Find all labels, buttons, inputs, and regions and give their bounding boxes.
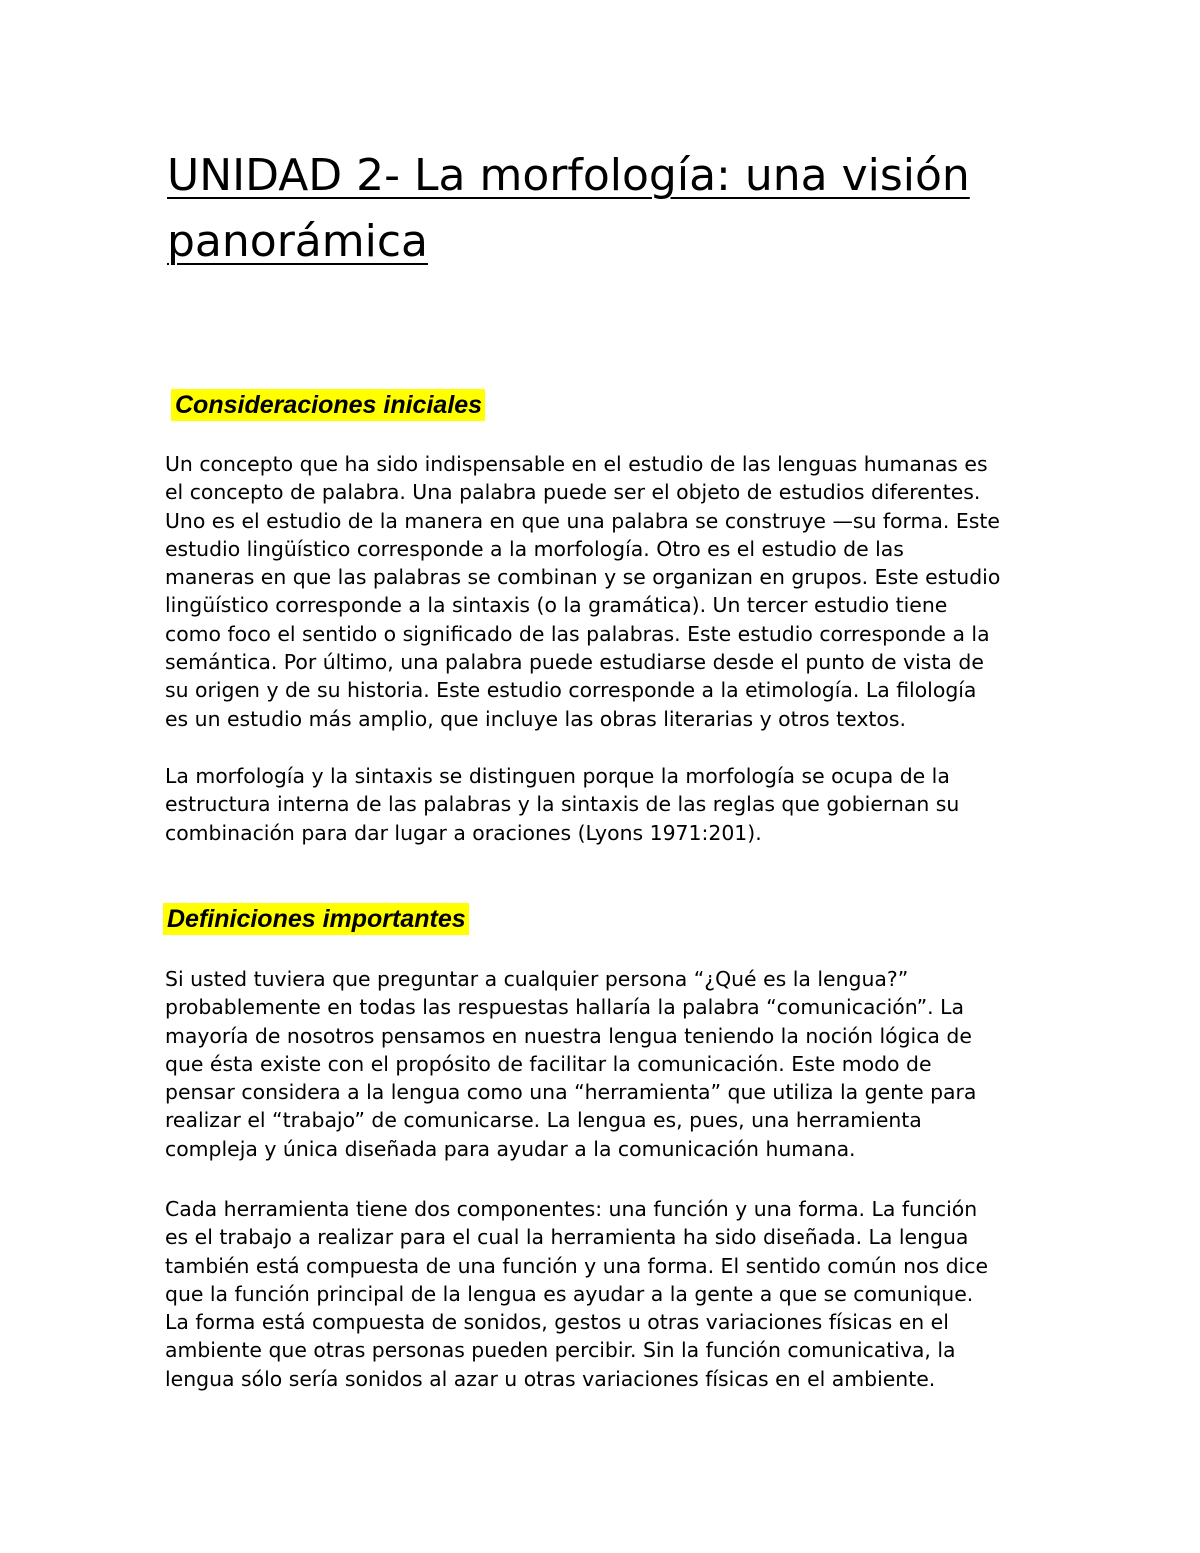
text-line: lengua sólo sería sonidos al azar u otras variaciones físicas en el ambiente. [165, 1366, 936, 1391]
paragraph-que-es-la-lengua [165, 965, 1045, 1163]
text-line: Si usted tuviera que preguntar a cualquier persona “¿Qué es la lengua?” [165, 967, 909, 991]
paragraph-morfologia-sintaxis [165, 762, 1045, 847]
text-line: La forma está compuesta de sonidos, gestos u otras variaciones físicas en el [165, 1310, 949, 1335]
text-line: lingüístico corresponde a la sintaxis (o la gramática). Un tercer estudio tiene [165, 593, 948, 618]
title-line-2: panorámica [167, 216, 428, 267]
text-line: semántica. Por último, una palabra puede estudiarse desde el punto de vista de [165, 650, 984, 675]
paragraph-concepto-palabra [165, 450, 1045, 733]
text-line: pensar considera a la lengua como una “herramienta” que utiliza la gente para [165, 1080, 977, 1105]
text-line: que ésta existe con el propósito de facilitar la comunicación. Este modo de [165, 1051, 932, 1076]
text-line: Uno es el estudio de la manera en que una palabra se construye —su forma. Este [165, 508, 1000, 533]
text-line: realizar el “trabajo” de comunicarse. La lengua es, pues, una herramienta [165, 1108, 922, 1133]
highlighted-heading-text: Definiciones importantes [163, 903, 469, 935]
section-heading-definiciones [163, 902, 469, 936]
section-heading-consideraciones [171, 388, 485, 422]
text-line: también está compuesta de una función y una forma. El sentido común nos dice [165, 1253, 988, 1278]
text-line: combinación para dar lugar a oraciones (Lyons 1971:201). [165, 820, 762, 845]
text-line: como foco el sentido o significado de las palabras. Este estudio corresponde a la [165, 621, 990, 646]
text-line: estudio lingüístico corresponde a la morfología. Otro es el estudio de las [165, 536, 904, 561]
text-line: La morfología y la sintaxis se distinguen porque la morfología se ocupa de la [165, 764, 950, 788]
title-line-1: UNIDAD 2- La morfología: una visión [167, 150, 970, 201]
paragraph-funcion-forma [165, 1195, 1045, 1393]
text-line: Un concepto que ha sido indispensable en el estudio de las lenguas humanas es [165, 452, 988, 476]
text-line: probablemente en todas las respuestas hallaría la palabra “comunicación”. La [165, 995, 964, 1020]
page-title [167, 143, 987, 275]
text-line: maneras en que las palabras se combinan y se organizan en grupos. Este estudio [165, 565, 1001, 590]
text-line: es el trabajo a realizar para el cual la herramienta ha sido diseñada. La lengua [165, 1225, 969, 1250]
highlighted-heading-text: Consideraciones iniciales [171, 389, 485, 421]
text-line: compleja y única diseñada para ayudar a la comunicación humana. [165, 1136, 856, 1161]
text-line: ambiente que otras personas pueden percibir. Sin la función comunicativa, la [165, 1338, 956, 1363]
text-line: Cada herramienta tiene dos componentes: una función y una forma. La función [165, 1197, 978, 1221]
text-line: es un estudio más amplio, que incluye las obras literarias y otros textos. [165, 706, 906, 731]
text-line: que la función principal de la lengua es ayudar a la gente a que se comunique. [165, 1281, 974, 1306]
text-line: estructura interna de las palabras y la sintaxis de las reglas que gobiernan su [165, 792, 960, 817]
text-line: mayoría de nosotros pensamos en nuestra lengua teniendo la noción lógica de [165, 1023, 972, 1048]
text-line: su origen y de su historia. Este estudio corresponde a la etimología. La filología [165, 678, 977, 703]
text-line: el concepto de palabra. Una palabra puede ser el objeto de estudios diferentes. [165, 480, 981, 505]
